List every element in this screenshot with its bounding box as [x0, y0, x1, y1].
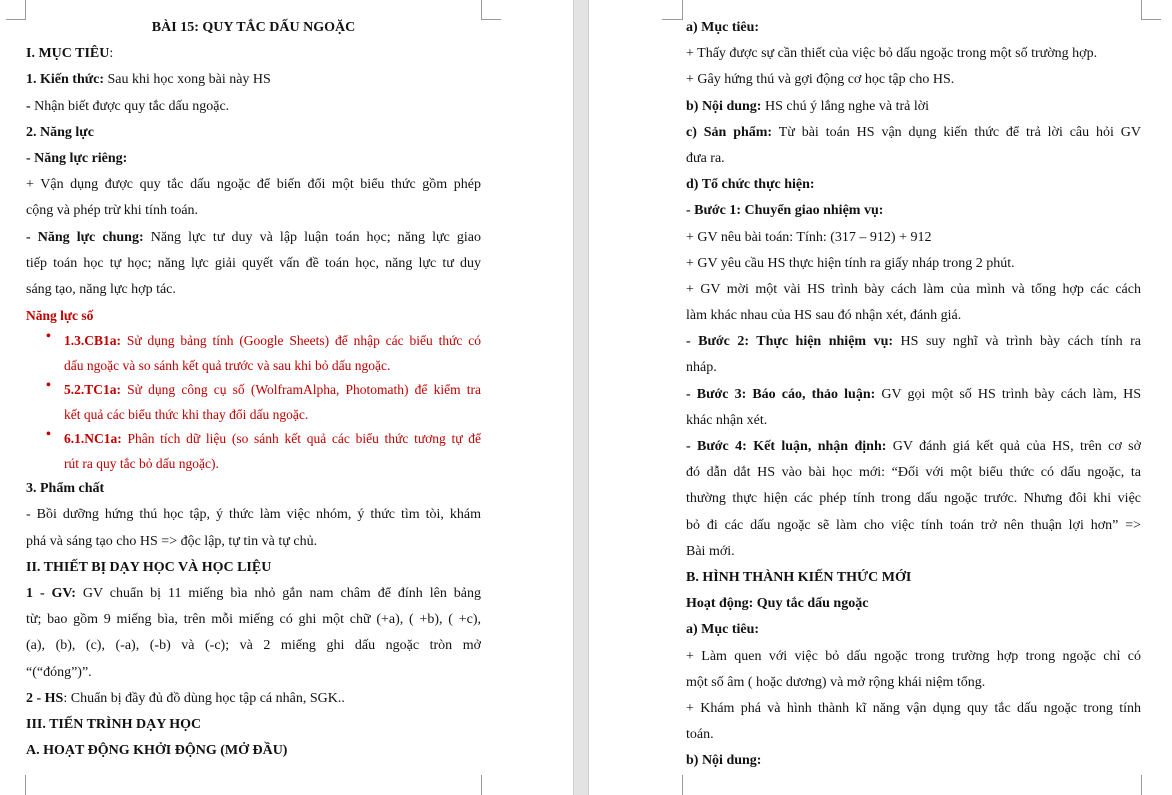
paragraph-line: + Làm quen với việc bỏ dấu ngoặc trong trường hợp trong ngoặc chỉ có [686, 648, 1141, 664]
paragraph-line: + Vận dụng được quy tắc dấu ngoặc để biến đổi một biểu thức gồm phép [26, 177, 481, 193]
paragraph-line: c) Sản phẩm: Từ bài toán HS vận dụng kiến thức để trả lời câu hỏi GV [686, 124, 1141, 140]
list-item: • 5.2.TC1a: Sử dụng công cụ số (WolframAlpha, Photomath) để kiểm tra kết quả các biểu thức khi thay đổi dấu ngoặc. [46, 378, 481, 422]
paragraph-line: + GV nêu bài toán: Tính: (317 – 912) + 912 [686, 229, 932, 245]
paragraph-line: - Năng lực chung: Năng lực tư duy và lập luận toán học; năng lực giao [26, 229, 481, 245]
subheading: 2. Năng lực [26, 124, 94, 140]
paragraph-line: b) Nội dung: HS chú ý lắng nghe và trả lời [686, 98, 930, 114]
subheading: b) Nội dung: [686, 753, 762, 769]
crop-mark [682, 0, 683, 20]
subheading: d) Tổ chức thực hiện: [686, 177, 815, 193]
step-heading: - Bước 1: Chuyển giao nhiệm vụ: [686, 203, 884, 219]
crop-mark [6, 19, 26, 20]
paragraph-line: - Bước 3: Báo cáo, thảo luận: GV gọi một số HS trình bày cách làm, HS [686, 386, 1141, 402]
paragraph-line: + Gây hứng thú và gợi động cơ học tập cho HS. [686, 72, 955, 88]
paragraph-line: từ; bao gồm 9 miếng bìa, trên mỗi miếng có ghi một chữ (+a), ( +b), ( +c), [26, 612, 481, 628]
paragraph-line: Bài mới. [686, 543, 735, 559]
paragraph: 1. Kiến thức: Sau khi học xong bài này HS [26, 72, 271, 88]
paragraph-line: nháp. [686, 360, 717, 376]
document-page-left [0, 0, 573, 795]
section-heading: III. TIẾN TRÌNH DẠY HỌC [26, 716, 202, 732]
page-content [26, 15, 481, 764]
crop-mark [481, 19, 501, 20]
section-heading: II. THIẾT BỊ DẠY HỌC VÀ HỌC LIỆU [26, 559, 272, 575]
paragraph-line: tiếp toán học tự học; năng lực giải quyết vấn đề toán học, năng lực tư duy [26, 255, 481, 271]
crop-mark [1141, 19, 1161, 20]
section-heading: B. HÌNH THÀNH KIẾN THỨC MỚI [686, 569, 912, 585]
section-heading: A. HOẠT ĐỘNG KHỞI ĐỘNG (MỞ ĐẦU) [26, 743, 288, 759]
paragraph-line: + Thấy được sự cần thiết của việc bỏ dấu ngoặc trong một số trường hợp. [686, 46, 1098, 62]
bullet-icon: • [46, 329, 51, 345]
paragraph-line: sáng tạo, năng lực hợp tác. [26, 281, 176, 297]
crop-mark [25, 775, 26, 795]
page-gutter [573, 0, 589, 795]
paragraph-line: + GV yêu cầu HS thực hiện tính ra giấy nháp trong 2 phút. [686, 255, 1015, 271]
lesson-title: BÀI 15: QUY TẮC DẤU NGOẶC [151, 20, 356, 35]
crop-mark [1141, 775, 1142, 795]
paragraph-line: - Bước 4: Kết luận, nhận định: GV đánh giá kết quả của HS, trên cơ sở [686, 439, 1141, 454]
crop-mark [682, 775, 683, 795]
bullet-icon: • [46, 427, 51, 443]
paragraph-line: - Bước 2: Thực hiện nhiệm vụ: HS suy nghĩ và trình bày cách tính ra [686, 334, 1141, 350]
paragraph-line: + Khám phá và hình thành kĩ năng vận dụng quy tắc dấu ngoặc trong tính [686, 700, 1141, 716]
bullet-icon: • [46, 378, 51, 394]
paragraph-line: toán. [686, 727, 714, 743]
list-item: • 6.1.NC1a: Phân tích dữ liệu (so sánh kết quả các biểu thức tương tự để rút ra quy tắc bỏ dấu ngoặc). [46, 427, 481, 471]
document-page-right [589, 0, 1172, 795]
paragraph-line: thường thực hiện các phép tính trong dấu ngoặc trước. Nhưng đôi khi việc [686, 491, 1141, 507]
paragraph-line: + GV mời một vài HS trình bày cách làm của mình và tổng hợp các cách [686, 281, 1141, 297]
crop-mark [662, 19, 682, 20]
subheading: 3. Phẩm chất [26, 481, 105, 497]
paragraph-line: 2 - HS: Chuẩn bị đầy đủ đồ dùng học tập cá nhân, SGK.. [26, 690, 345, 706]
paragraph-line: (a), (b), (c), (-a), (-b) và (-c); và 2 miếng ghi dấu ngoặc tròn mở [26, 638, 481, 654]
paragraph-line: - Bồi dưỡng hứng thú học tập, ý thức làm việc nhóm, ý thức tìm tòi, khám [26, 507, 481, 523]
crop-mark [1141, 0, 1142, 20]
subheading: a) Mục tiêu: [686, 20, 760, 35]
crop-mark [481, 0, 482, 20]
subheading-digital-skills: Năng lực số [26, 308, 94, 324]
crop-mark [481, 775, 482, 795]
paragraph-line: 1 - GV: GV chuẩn bị 11 miếng bìa nhỏ gắn nam châm để đính lên bảng [26, 586, 481, 601]
digital-skills-list [26, 329, 481, 476]
subheading: Hoạt động: Quy tắc dấu ngoặc [686, 596, 869, 612]
paragraph-line: làm khác nhau của HS sau đó nhận xét, đánh giá. [686, 308, 962, 324]
subheading: - Năng lực riêng: [26, 150, 128, 166]
subheading: a) Mục tiêu: [686, 622, 760, 638]
page-content [686, 15, 1141, 774]
paragraph-line: đó dẫn dắt HS vào bài học mới: “Đối với một biểu thức có dấu ngoặc, ta [686, 465, 1141, 481]
paragraph-line: một số âm ( hoặc dương) và mở rộng khái niệm tổng. [686, 674, 986, 690]
paragraph-line: đưa ra. [686, 150, 725, 166]
paragraph-line: khác nhận xét. [686, 412, 768, 428]
paragraph-line: “(“đóng”)”. [26, 664, 92, 680]
paragraph-line: phá và sáng tạo cho HS => độc lập, tự tin và tự chủ. [26, 533, 318, 549]
list-item: • 1.3.CB1a: Sử dụng bảng tính (Google Sheets) để nhập các biểu thức có dấu ngoặc và so sánh kết quả trước và sau khi bỏ dấu ngoặc. [46, 329, 481, 373]
paragraph-line: bỏ đi các dấu ngoặc sẽ làm cho việc tính toán trở nên thuận lợi hơn” => [686, 517, 1141, 533]
paragraph-line: cộng và phép trừ khi tính toán. [26, 203, 199, 219]
paragraph: - Nhận biết được quy tắc dấu ngoặc. [26, 98, 230, 114]
section-heading: I. MỤC TIÊU: [26, 46, 114, 62]
